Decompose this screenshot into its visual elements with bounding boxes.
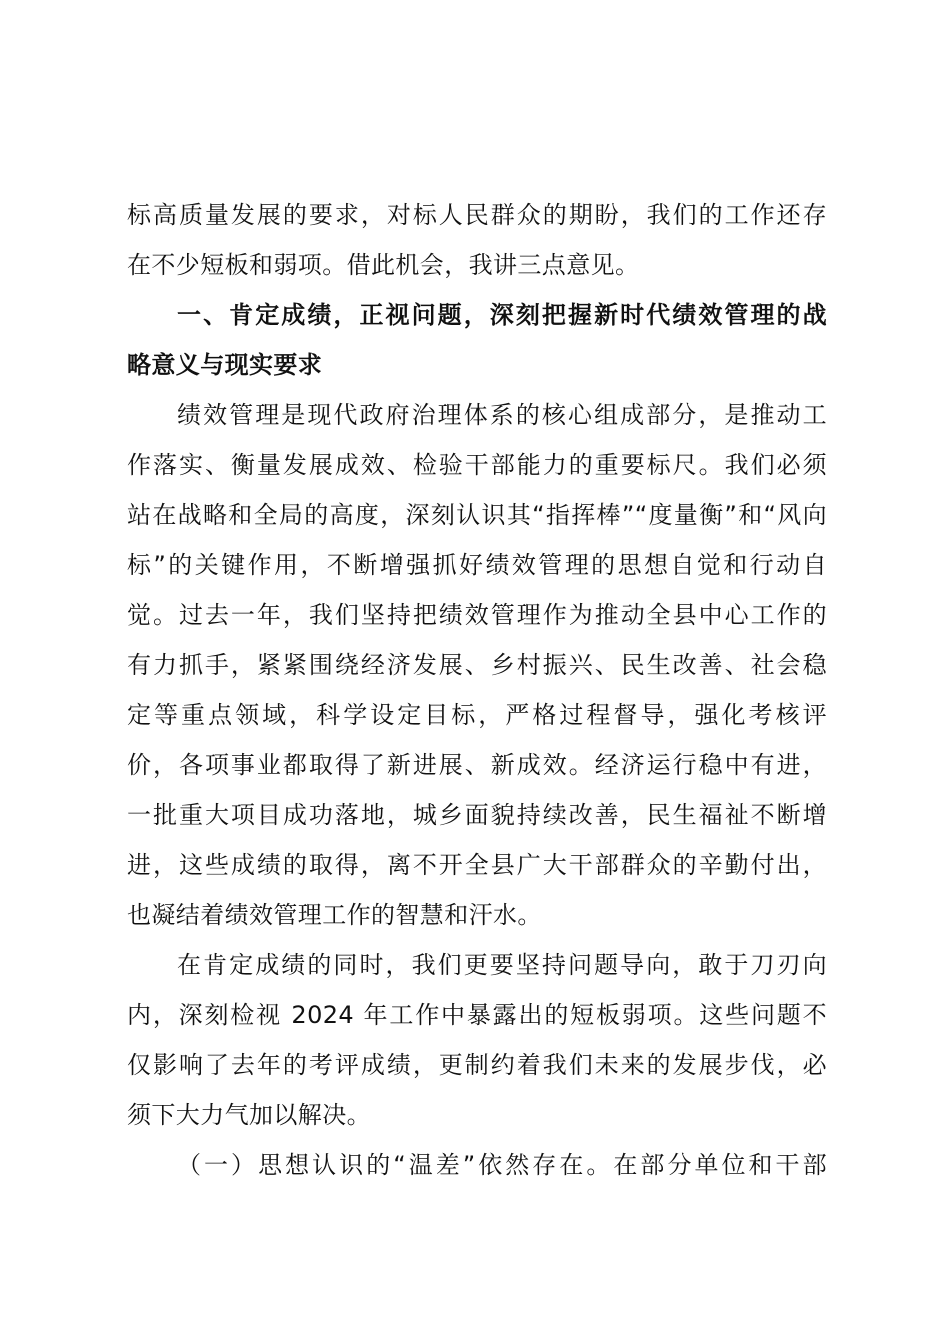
text-line: 内，深刻检视 2024 年工作中暴露出的短板弱项。这些问题不 [127,1001,827,1029]
subsection-heading: （一）思想认识的“温差”依然存在。在部分单位和干部 [177,1151,827,1179]
text-line: 在肯定成绩的同时，我们更要坚持问题导向，敢于刀刃向 [177,951,827,979]
text-line: 一批重大项目成功落地，城乡面貌持续改善，民生福祉不断增 [127,801,827,829]
text-line: 价，各项事业都取得了新进展、新成效。经济运行稳中有进， [127,751,827,779]
text-line: 标高质量发展的要求，对标人民群众的期盼，我们的工作还存 [127,201,827,229]
text-line: 觉。过去一年，我们坚持把绩效管理作为推动全县中心工作的 [127,601,827,629]
section-heading: 一、肯定成绩，正视问题，深刻把握新时代绩效管理的战 [177,301,827,329]
text-line: 进，这些成绩的取得，离不开全县广大干部群众的辛勤付出， [127,851,827,879]
section-heading: 略意义与现实要求 [127,351,323,379]
text-line: 定等重点领域，科学设定目标，严格过程督导，强化考核评 [127,701,827,729]
text-line: 也凝结着绩效管理工作的智慧和汗水。 [127,901,542,929]
text-line: 有力抓手，紧紧围绕经济发展、乡村振兴、民生改善、社会稳 [127,651,827,679]
text-line: 绩效管理是现代政府治理体系的核心组成部分，是推动工 [177,401,827,429]
text-line: 仅影响了去年的考评成绩，更制约着我们未来的发展步伐，必 [127,1051,827,1079]
text-line: 标”的关键作用，不断增强抓好绩效管理的思想自觉和行动自 [127,551,827,579]
text-line: 须下大力气加以解决。 [127,1101,371,1129]
text-line: 站在战略和全局的高度，深刻认识其“指挥棒”“度量衡”和“风向 [127,501,827,529]
text-line: 作落实、衡量发展成效、检验干部能力的重要标尺。我们必须 [127,451,827,479]
text-line: 在不少短板和弱项。借此机会，我讲三点意见。 [127,251,640,279]
